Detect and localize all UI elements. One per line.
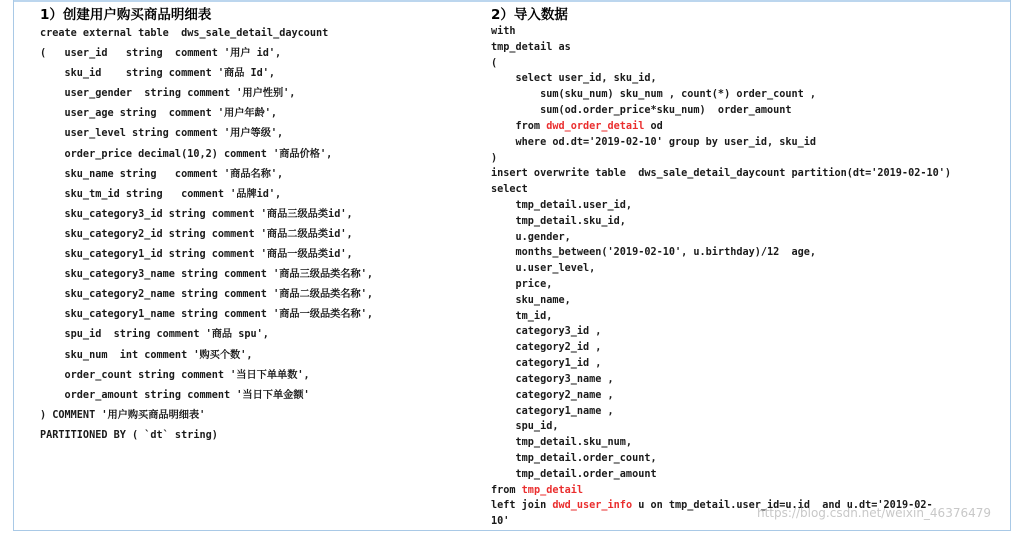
code-line: sku_id string comment '商品 Id',	[40, 68, 276, 80]
code-line	[491, 56, 951, 72]
code-segment: with	[491, 26, 516, 37]
code-segment: category2_id ,	[491, 342, 602, 354]
code-segment: where od.dt='2019-02-10' group by user_id, sku_id	[491, 136, 817, 148]
code-segment: tmp_detail.sku_id,	[491, 215, 626, 227]
code-line: sku_category2_id string comment '商品二级品类id',	[40, 228, 353, 240]
code-segment: tmp_detail.user_id,	[491, 199, 633, 211]
code-line	[491, 309, 951, 325]
code-line	[491, 245, 951, 261]
code-line	[491, 214, 951, 230]
code-line	[491, 71, 951, 87]
code-line: user_age string comment '用户年龄',	[40, 108, 278, 120]
code-line	[491, 24, 951, 40]
code-line	[491, 261, 951, 277]
table-name-highlight: dwd_order_detail	[546, 120, 645, 132]
code-segment: category3_name ,	[491, 373, 614, 385]
import-data-sql-block	[491, 24, 951, 530]
code-segment: (	[491, 57, 498, 69]
code-segment: select	[491, 184, 528, 196]
code-line: PARTITIONED BY ( `dt` string)	[40, 429, 218, 441]
code-line	[491, 119, 951, 135]
code-segment: category3_id ,	[491, 326, 602, 338]
code-segment: u.gender,	[491, 231, 571, 243]
code-line	[491, 404, 951, 420]
code-line	[491, 324, 951, 340]
code-segment: from	[491, 120, 547, 132]
code-line: sku_category2_name string comment '商品二级品类名称',	[40, 289, 373, 301]
table-name-highlight: dwd_user_info	[552, 500, 633, 512]
code-segment: from	[491, 484, 522, 496]
code-segment: sum(od.order_price*sku_num) order_amount	[491, 105, 792, 117]
code-segment: category1_id ,	[491, 358, 602, 370]
code-segment: )	[491, 152, 498, 164]
code-segment: left join	[491, 500, 553, 512]
code-line	[491, 356, 951, 372]
code-line: user_gender string comment '用户性别',	[40, 88, 296, 100]
code-line	[491, 40, 951, 56]
code-line: create external table dws_sale_detail_daycount	[40, 28, 329, 39]
code-line: sku_category1_id string comment '商品一级品类id',	[40, 249, 353, 261]
create-table-heading: 1）创建用户购买商品明细表	[40, 7, 212, 23]
code-line	[491, 467, 951, 483]
code-segment: u.user_level,	[491, 263, 596, 275]
code-segment: category1_name ,	[491, 405, 614, 417]
code-line	[491, 340, 951, 356]
code-line: ) COMMENT '用户购买商品明细表'	[40, 409, 206, 421]
code-line	[491, 435, 951, 451]
code-segment: price,	[491, 279, 553, 290]
code-segment: tmp_detail.sku_num,	[491, 437, 633, 449]
code-line	[491, 372, 951, 388]
code-line: sku_name string comment '商品名称',	[40, 168, 284, 180]
code-line	[491, 103, 951, 119]
code-line	[491, 230, 951, 246]
code-segment: sku_name,	[491, 294, 571, 306]
code-line	[491, 388, 951, 404]
code-line	[491, 451, 951, 467]
code-line	[491, 135, 951, 151]
code-line	[491, 151, 951, 167]
code-line: ( user_id string comment '用户 id',	[40, 48, 282, 60]
code-segment: insert overwrite table dws_sale_detail_daycount partition(dt='2019-02-10')	[491, 168, 952, 180]
code-segment: spu_id,	[491, 421, 559, 433]
code-segment: select user_id, sku_id,	[491, 73, 657, 85]
table-name-highlight: tmp_detail	[521, 484, 584, 496]
code-line	[491, 419, 951, 435]
code-line	[491, 166, 951, 182]
code-segment: tm_id,	[491, 310, 553, 322]
code-line	[491, 483, 951, 499]
code-line	[491, 198, 951, 214]
code-segment: tmp_detail.order_count,	[491, 452, 657, 464]
code-line: spu_id string comment '商品 spu',	[40, 329, 269, 341]
code-line: order_price decimal(10,2) comment '商品价格',	[40, 148, 333, 160]
code-segment: category2_name ,	[491, 389, 614, 401]
code-line: sku_tm_id string comment '品牌id',	[40, 188, 282, 200]
import-data-heading: 2）导入数据	[491, 7, 568, 23]
code-segment: tmp_detail as	[491, 41, 571, 53]
code-segment: od	[644, 120, 663, 132]
code-line: order_amount string comment '当日下单金额'	[40, 389, 310, 401]
code-segment: months_between('2019-02-10', u.birthday)/12 age,	[491, 247, 817, 259]
code-segment: u on tmp_detail.user_id=u.id and u.dt='2019-02-	[632, 500, 933, 512]
code-line	[491, 87, 951, 103]
code-line: sku_category1_name string comment '商品一级品类名称',	[40, 309, 373, 321]
code-line: order_count string comment '当日下单单数',	[40, 369, 310, 381]
code-line: sku_category3_name string comment '商品三级品类名称',	[40, 269, 373, 281]
code-line	[491, 293, 951, 309]
code-line: sku_category3_id string comment '商品三级品类id',	[40, 208, 353, 220]
code-segment: 10'	[491, 516, 510, 528]
create-table-sql-block	[40, 24, 373, 446]
code-line	[491, 277, 951, 293]
code-line	[491, 182, 951, 198]
code-line: sku_num int comment '购买个数',	[40, 349, 253, 361]
code-segment: sum(sku_num) sku_num , count(*) order_count ,	[491, 89, 817, 101]
csdn-watermark: https://blog.csdn.net/weixin_46376479	[756, 506, 991, 520]
code-segment: tmp_detail.order_amount	[491, 468, 657, 480]
code-line: user_level string comment '用户等级',	[40, 128, 284, 140]
